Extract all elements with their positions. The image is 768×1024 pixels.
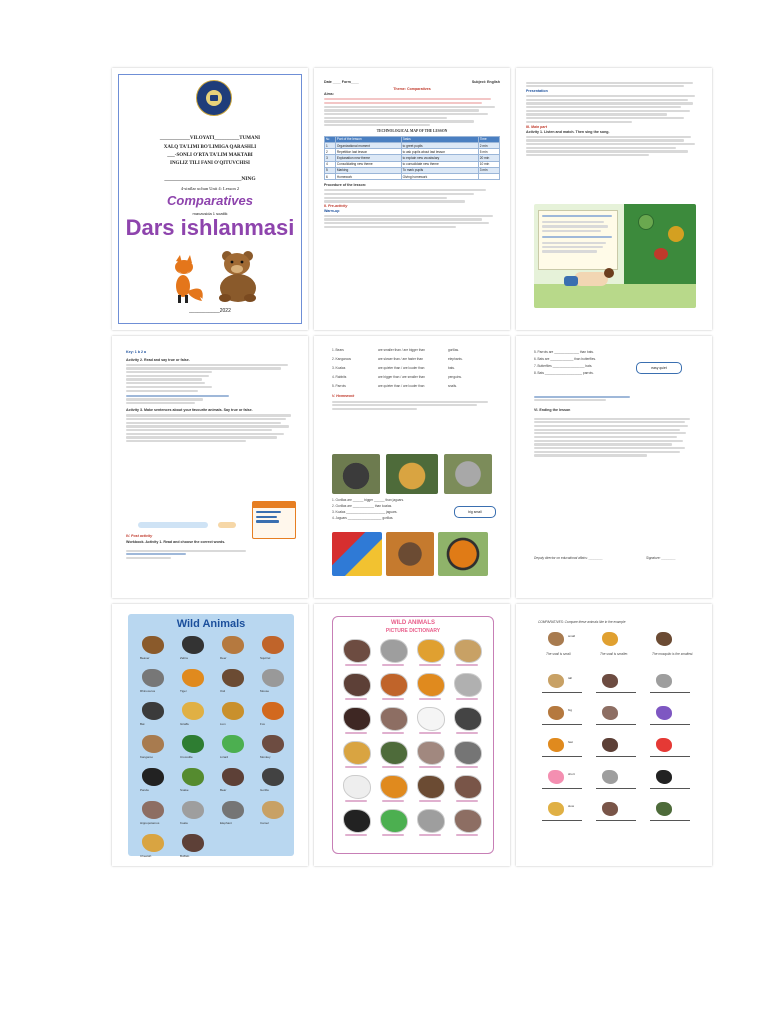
cover-line-4: ____________________________NING xyxy=(164,176,256,182)
cover-topic: Comparatives xyxy=(167,193,253,208)
plan-date: Date ____ Form____ xyxy=(324,80,359,84)
animal-picture xyxy=(142,702,164,720)
homework-heading: V. Homework xyxy=(332,394,355,399)
th-part: Part of the lesson xyxy=(335,136,401,142)
animal-picture xyxy=(262,702,284,720)
dictionary-animal xyxy=(417,673,445,697)
dictionary-animal xyxy=(417,775,445,799)
match-right: penguins. xyxy=(448,375,462,380)
dictionary-label-line xyxy=(456,834,478,836)
wild-animals-poster-page xyxy=(112,604,308,866)
worksheet-animal xyxy=(656,738,672,752)
match-mid: are smaller than / are bigger than xyxy=(378,348,425,352)
bat-photo xyxy=(386,532,434,576)
dictionary-label-line xyxy=(382,800,404,802)
cover-year: ___________2022 xyxy=(189,308,231,314)
answer-line[interactable] xyxy=(596,756,636,757)
fill-sentence: 6. Bats are _____________ than butterflies. xyxy=(534,357,597,362)
dictionary-label-line xyxy=(419,664,441,666)
answer-line[interactable] xyxy=(542,820,582,821)
animal-picture xyxy=(142,801,164,819)
animal-label: Rhinoceros xyxy=(140,689,156,693)
animal-label: Crocodile xyxy=(180,755,193,759)
match-mid: are bigger than / are smaller than xyxy=(378,375,425,380)
th-time: Time xyxy=(478,136,499,142)
animal-label: Camel xyxy=(260,821,269,825)
dictionary-animal xyxy=(454,673,482,697)
dictionary-animal xyxy=(343,775,371,799)
cover-sub: mavzusida 1 soatlik xyxy=(192,211,228,216)
answer-line[interactable] xyxy=(650,692,690,693)
animal-label: Tiger xyxy=(180,689,187,693)
animal-picture xyxy=(262,669,284,687)
dictionary-label-line xyxy=(419,766,441,768)
match-left: 1. Bears xyxy=(332,348,344,352)
cover-title: Dars ishlanmasi xyxy=(125,215,295,240)
poster-title: Wild Animals xyxy=(176,618,246,630)
match-left: 2. Kangaroos xyxy=(332,357,351,362)
workbook-page xyxy=(314,336,510,598)
plan-warmup: Warm-up xyxy=(324,208,340,213)
worksheet-animal xyxy=(656,706,672,720)
dictionary-label-line xyxy=(345,732,367,734)
worksheet-animal xyxy=(656,632,672,646)
jaguar-photo xyxy=(386,454,438,494)
animal-label: Lion xyxy=(220,722,226,726)
fill-sentence: 7. Butterflies __________________ bats. xyxy=(534,364,593,369)
dictionary-animal xyxy=(343,639,371,663)
animal-picture xyxy=(182,768,204,786)
table-row: 6 Homework Giving homework xyxy=(325,174,500,180)
fill-sentence: 2. Gorillas are ____________ than koalas. xyxy=(332,504,393,509)
example-3: The mosquito is the smallest. xyxy=(652,652,694,656)
worksheet-animal xyxy=(602,802,618,816)
dictionary-label-line xyxy=(382,664,404,666)
worksheet-animal xyxy=(602,770,618,784)
plan-aims: Aims: xyxy=(324,92,334,97)
parrot-photo xyxy=(332,532,382,576)
animal-picture xyxy=(222,768,244,786)
dictionary-animal xyxy=(380,809,408,833)
animal-label: Deer xyxy=(220,656,227,660)
animal-picture xyxy=(182,735,204,753)
dictionary-animal xyxy=(417,741,445,765)
dictionary-animal xyxy=(343,741,371,765)
match-left: 5. Parrots xyxy=(332,384,346,389)
worksheet-animal xyxy=(656,802,672,816)
animal-picture xyxy=(222,669,244,687)
dictionary-animal xyxy=(417,707,445,731)
animal-label: Bear xyxy=(220,788,227,792)
fill-sentence: 5. Parrots are ______________ than bats. xyxy=(534,350,594,354)
animal-picture xyxy=(182,801,204,819)
match-left: 3. Koalas xyxy=(332,366,346,371)
worksheet-animal xyxy=(656,770,672,784)
answer-line[interactable] xyxy=(542,692,582,693)
main-part-heading: III. Main part xyxy=(526,124,547,129)
dictionary-animal xyxy=(380,673,408,697)
fill-sentence: 4. Jaguars ___________________ gorillas. xyxy=(332,516,394,521)
worksheet-animal xyxy=(548,706,564,720)
animal-label: Lizard xyxy=(220,755,229,759)
koala-photo xyxy=(444,454,492,494)
dictionary-label-line xyxy=(419,698,441,700)
fox-illustration xyxy=(162,253,206,305)
fill-sentence: 3. Koalas ______________________ jaguars. xyxy=(332,510,398,515)
table-row: 4 Consolidating new theme to consolidate new theme 10 min xyxy=(325,161,500,167)
dictionary-animal xyxy=(454,741,482,765)
worksheet-animal xyxy=(656,674,672,688)
animal-label: Snake xyxy=(180,788,189,792)
match-right: bats. xyxy=(448,366,455,371)
table-row: 5 Marking To mark pupils 3 min xyxy=(325,167,500,173)
animal-picture xyxy=(142,834,164,852)
lesson-plan-page xyxy=(314,68,510,330)
animal-picture xyxy=(262,768,284,786)
activity-2-heading: Activity 2. Read and say true or false. xyxy=(126,357,190,362)
dictionary-label-line xyxy=(382,766,404,768)
worksheet-animal xyxy=(548,632,564,646)
animal-label: Elephant xyxy=(220,821,232,825)
presentation-heading: Presentation xyxy=(526,88,548,93)
animal-picture xyxy=(262,636,284,654)
dictionary-label-line xyxy=(382,698,404,700)
animal-picture xyxy=(182,702,204,720)
signature-deputy: Deputy director on educational affairs: ________ xyxy=(534,556,603,560)
answer-line[interactable] xyxy=(596,820,636,821)
dictionary-label-line xyxy=(419,732,441,734)
activity-1-heading: Activity 1. Listen and match. Then sing the song. xyxy=(526,129,610,134)
answer-line[interactable] xyxy=(596,724,636,725)
match-right: gorillas. xyxy=(448,348,459,352)
adjective-label: tall xyxy=(568,676,572,680)
dictionary-animal xyxy=(343,673,371,697)
animal-picture xyxy=(142,636,164,654)
answer-line[interactable] xyxy=(650,724,690,725)
dictionary-animal xyxy=(380,741,408,765)
activity-graphic xyxy=(252,501,296,539)
adjective-label: short xyxy=(568,772,575,776)
district-line: ____________VILOYATI__________TUMANI xyxy=(159,136,261,141)
animal-label: Zebra xyxy=(180,656,188,660)
dictionary-label-line xyxy=(345,766,367,768)
plan-aims-text xyxy=(324,98,500,126)
dictionary-animal xyxy=(454,809,482,833)
answer-line[interactable] xyxy=(596,692,636,693)
worksheet-animal xyxy=(602,706,618,720)
match-mid: are quieter than / are louder than xyxy=(378,384,425,389)
dictionary-animal xyxy=(454,775,482,799)
animal-picture xyxy=(142,735,164,753)
answer-line[interactable] xyxy=(596,788,636,789)
animal-picture xyxy=(222,702,244,720)
answer-line[interactable] xyxy=(542,724,582,725)
match-right: snails. xyxy=(448,384,458,389)
animal-label: Squirrel xyxy=(260,656,271,660)
gorilla-photo xyxy=(332,454,380,494)
dictionary-animal xyxy=(343,809,371,833)
dictionary-label-line xyxy=(456,800,478,802)
word-box: big small xyxy=(454,506,496,518)
dictionary-label-line xyxy=(345,698,367,700)
picture-dictionary-page xyxy=(314,604,510,866)
animal-label: Fox xyxy=(260,722,266,726)
animal-label: Gorilla xyxy=(260,788,269,792)
plan-pre-activity: II. Pre-activity xyxy=(324,204,348,209)
th-num: № xyxy=(325,136,336,142)
animal-picture xyxy=(182,834,204,852)
animal-label: Bat xyxy=(140,722,145,726)
animal-picture xyxy=(222,801,244,819)
dictionary xyxy=(332,616,494,854)
dictionary-label-line xyxy=(456,766,478,768)
worksheet-animal xyxy=(602,632,618,646)
animal-label: Hippopotamus xyxy=(140,821,160,825)
animal-label: Beaver xyxy=(140,656,150,660)
comparatives-worksheet-page xyxy=(516,604,712,866)
adjective-label: slow xyxy=(568,804,575,808)
animal-picture xyxy=(142,768,164,786)
worksheet-animal xyxy=(548,738,564,752)
animal-label: Cheetah xyxy=(140,854,152,858)
plan-theme: Theme: Comparatives xyxy=(393,86,431,91)
adjective-label: fast xyxy=(568,740,573,744)
book-illustration xyxy=(534,204,696,308)
dictionary-animal xyxy=(380,775,408,799)
fill-sentence: 8. Bats _____________________ parrots. xyxy=(534,371,594,376)
signature-line: Signature: ________ xyxy=(646,556,676,560)
ending-heading: VI. Ending the lesson xyxy=(534,408,571,412)
cover-line-1: XALQ TA'LIMI BO'LIMIGA QARASHLI xyxy=(163,145,257,150)
dictionary-animal xyxy=(343,707,371,731)
post-activity-heading: IV. Post activity xyxy=(126,534,153,538)
grade-line: 4-sinflar uchun Unit 4: Lesson 2 xyxy=(180,186,240,191)
match-mid: are slower than / are faster than xyxy=(378,357,424,362)
adjective-label: small xyxy=(568,634,576,638)
dictionary-animal xyxy=(417,639,445,663)
answer-line[interactable] xyxy=(650,756,690,757)
bear-illustration xyxy=(212,248,264,304)
animal-label: Owl xyxy=(220,689,226,693)
animal-label: Mouse xyxy=(260,689,270,693)
worksheet-animal xyxy=(548,802,564,816)
school-seal xyxy=(196,80,232,116)
presentation-page xyxy=(516,68,712,330)
table-row: 3 Explanation new theme to explain new vocabulary 20 min xyxy=(325,155,500,161)
animal-label: Monkey xyxy=(260,755,271,759)
cover-line-3: INGLIZ TILI FANI O'QITUVCHISI xyxy=(170,161,250,166)
dictionary-animal xyxy=(380,707,408,731)
animal-picture xyxy=(182,636,204,654)
worksheet-animal xyxy=(602,738,618,752)
key-line: Key: 1 b 2 a xyxy=(126,350,146,354)
activities-page xyxy=(112,336,308,598)
animal-picture xyxy=(262,801,284,819)
match-right: elephants. xyxy=(448,357,463,362)
match-mid: are quieter than / are louder than xyxy=(378,366,425,371)
th-tasks: Tasks xyxy=(401,136,478,142)
table-row: 1 Organizational moment to greet pupils 2 min xyxy=(325,143,500,149)
plan-procedure: Procedure of the lesson: xyxy=(324,183,367,188)
example-1: The snail is small. xyxy=(546,652,572,656)
dictionary-label-line xyxy=(456,698,478,700)
answer-line[interactable] xyxy=(650,788,690,789)
dictionary-subtitle: PICTURE DICTIONARY xyxy=(385,628,441,634)
match-left: 4. Rabbits xyxy=(332,375,347,380)
table-row: 2 Repetition last lesson to ask pupils about last lesson 5 min xyxy=(325,149,500,155)
answer-line[interactable] xyxy=(542,756,582,757)
word-box: easy quiet xyxy=(636,362,682,374)
dictionary-title: WILD ANIMALS xyxy=(390,620,436,626)
poster xyxy=(128,614,294,856)
animal-picture xyxy=(222,735,244,753)
butterfly-photo xyxy=(438,532,488,576)
activity-3-heading: Activity 3. Make sentences about your favourite animals. Say true or false. xyxy=(126,408,253,413)
worksheet-animal xyxy=(548,674,564,688)
dictionary-label-line xyxy=(419,834,441,836)
animal-label: Panda xyxy=(140,788,149,792)
animal-label: Koala xyxy=(180,821,188,825)
animal-picture xyxy=(182,669,204,687)
example-2: The snail is smaller. xyxy=(600,652,629,656)
workbook-heading: Workbook. Activity 1. Read and choose the correct words. xyxy=(126,540,226,544)
worksheet-animal xyxy=(602,674,618,688)
adjective-label: big xyxy=(568,708,573,712)
cover-line-2: ___-SONLI O'RTA TA'LIM MAKTABI xyxy=(167,153,253,158)
worksheet-header: COMPARATIVES: Compare these animals like in the example xyxy=(538,620,626,624)
cover-page xyxy=(112,68,308,330)
tech-map-table xyxy=(324,136,500,180)
dictionary-animal xyxy=(454,707,482,731)
dictionary-label-line xyxy=(345,834,367,836)
dictionary-label-line xyxy=(419,800,441,802)
dictionary-animal xyxy=(454,639,482,663)
answer-line[interactable] xyxy=(650,820,690,821)
animal-label: Buffalo xyxy=(180,854,190,858)
ending-page xyxy=(516,336,712,598)
dictionary-label-line xyxy=(456,732,478,734)
plan-table-title: TECHNOLOGICAL MAP OF THE LESSON xyxy=(376,129,448,134)
dictionary-animal xyxy=(417,809,445,833)
dictionary-label-line xyxy=(456,664,478,666)
answer-line[interactable] xyxy=(542,788,582,789)
animal-label: Giraffe xyxy=(180,722,189,726)
worksheet-animal xyxy=(548,770,564,784)
animal-picture xyxy=(222,636,244,654)
animal-label: Kangaroo xyxy=(140,755,154,759)
plan-subject: Subject: English xyxy=(471,80,500,84)
dictionary-label-line xyxy=(382,732,404,734)
fill-sentence: 1. Gorillas are ______ bigger ______ than jaguars. xyxy=(332,498,404,502)
dictionary-animal xyxy=(380,639,408,663)
animal-picture xyxy=(262,735,284,753)
dictionary-label-line xyxy=(345,664,367,666)
animal-picture xyxy=(142,669,164,687)
dictionary-label-line xyxy=(382,834,404,836)
dictionary-label-line xyxy=(345,800,367,802)
